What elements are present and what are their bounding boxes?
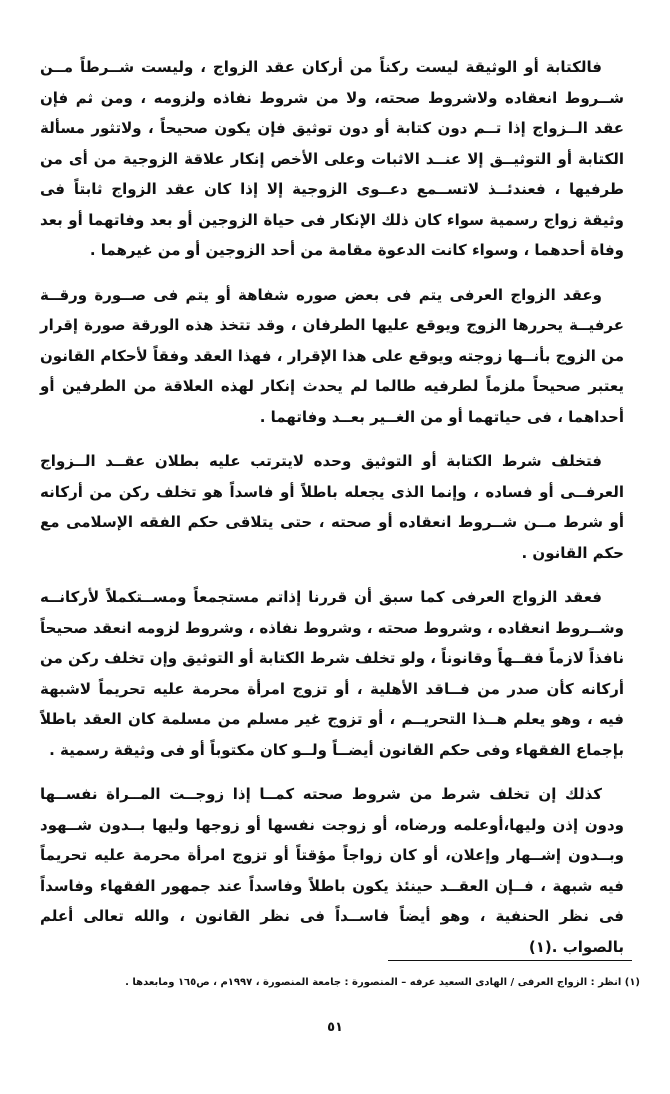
body-text [40,52,624,976]
page-number: ٥١ [327,1020,343,1035]
paragraph-4: فعقد الزواج العرفى كما سبق أن قررنا إذاتم مستجمعاً ومســتكملاً لأركانــه وشــروط انعقاده ، وشروط صحته ، وشروط نفاذه ، وشروط لزومه انعقد صحيحاً نافذاً لازماً فقــهاً وقانوناً ، ولو تخلف شرط الكتابة أو التوثيق وإن تخلف ركن من أركانه كأن صدر من فــاقد الأهلية ، أو تزوج امرأة محرمة عليه تحريماً لاشبهة فيه ، وهو يعلم هــذا التحريــم ، أو تزوج غير مسلم من مسلمة كان العقد باطلاً بإجماع الفقهاء وفى حكم القانون أيضــاً ولــو كان مكتوباً أو فى وثيقة رسمية . [40,588,624,759]
paragraph-1: فالكتابة أو الوثيقة ليست ركناً من أركان عقد الزواج ، وليست شــرطاً مــن شــروط انعقاده ولاشروط صحته، ولا من شروط نفاذه ولزومه ، ومن ثم فإن عقد الــزواج إذا تــم دون كتابة أو دون توثيق فإن يكون صحيحاً ، ولاتثور مسألة الكتابة أو التوثيــق إلا عنــد الاثبات وعلى الأخص إنكار علاقة الزوجية من أى من طرفيها ، فعندئــذ لاتســمع دعــوى الزوجية إلا إذا كان عقد الزواج ثابتاً فى وثيقة زواج رسمية سواء كان ذلك الإنكار فى حياة الزوجين أو بعد وفاتهما أو بعد وفاة أحدهما ، وسواء كانت الدعوة مقامة من أحد الزوجين أو من غيرهما . [40,58,624,259]
paragraph-2: وعقد الزواج العرفى يتم فى بعض صوره شفاهة أو يتم فى صــورة ورقــة عرفيــة يحررها الزوج ويوقع عليها الطرفان ، وقد تتخذ هذه الورقة صورة إقرار من الزوج بأنــها زوجته ويوقع على هذا الإقرار ، فهذا العقد وفقاً لأحكام القانون يعتبر صحيحاً ملزماً لطرفيه طالما لم يحدث إنكار لهذه العلاقة من الطرفين أو أحداهما ، فى حياتهما أو من الغــير بعــد وفاتهما . [40,285,624,426]
paragraph-5: كذلك إن تخلف شرط من شروط صحته كمــا إذا زوجــت المــراة نفســها ودون إذن وليها،أوعلمه ورضاه، أو زوجت نفسها أو زوجها وليها بــدون شــهود وبــدون إشــهار وإعلان، أو كان زواجاً مؤقتاً أو تزوج امرأة محرمة عليه تحريماً فيه شبهة ، فــإن العقــد حينئذ يكون باطلاً وفاسداً عند جمهور الفقهاء وفاسداً فى نظر الحنفية ، وهو أيضاً فاســداً فى نظر القانون ، والله تعالى أعلم بالصواب .(١) [40,785,624,956]
footnote-divider [388,960,632,961]
footnote: (١) انظر : الزواج العرفى / الهادى السعيد عرفه – المنصورة : جامعة المنصورة ، ١٩٩٧م ، ص١٦٥ ومابعدها . [125,977,640,988]
paragraph-3: فتخلف شرط الكتابة أو التوثيق وحده لايترتب عليه بطلان عقــد الــزواج العرفــى أو فساده ، وإنما الذى يجعله باطلاً أو فاسداً هو تخلف ركن من أركانه أو شرط مــن شــروط انعقاده أو صحته ، حتى يتلاقى حكم الفقه الإسلامى مع حكم القانون . [40,452,624,562]
